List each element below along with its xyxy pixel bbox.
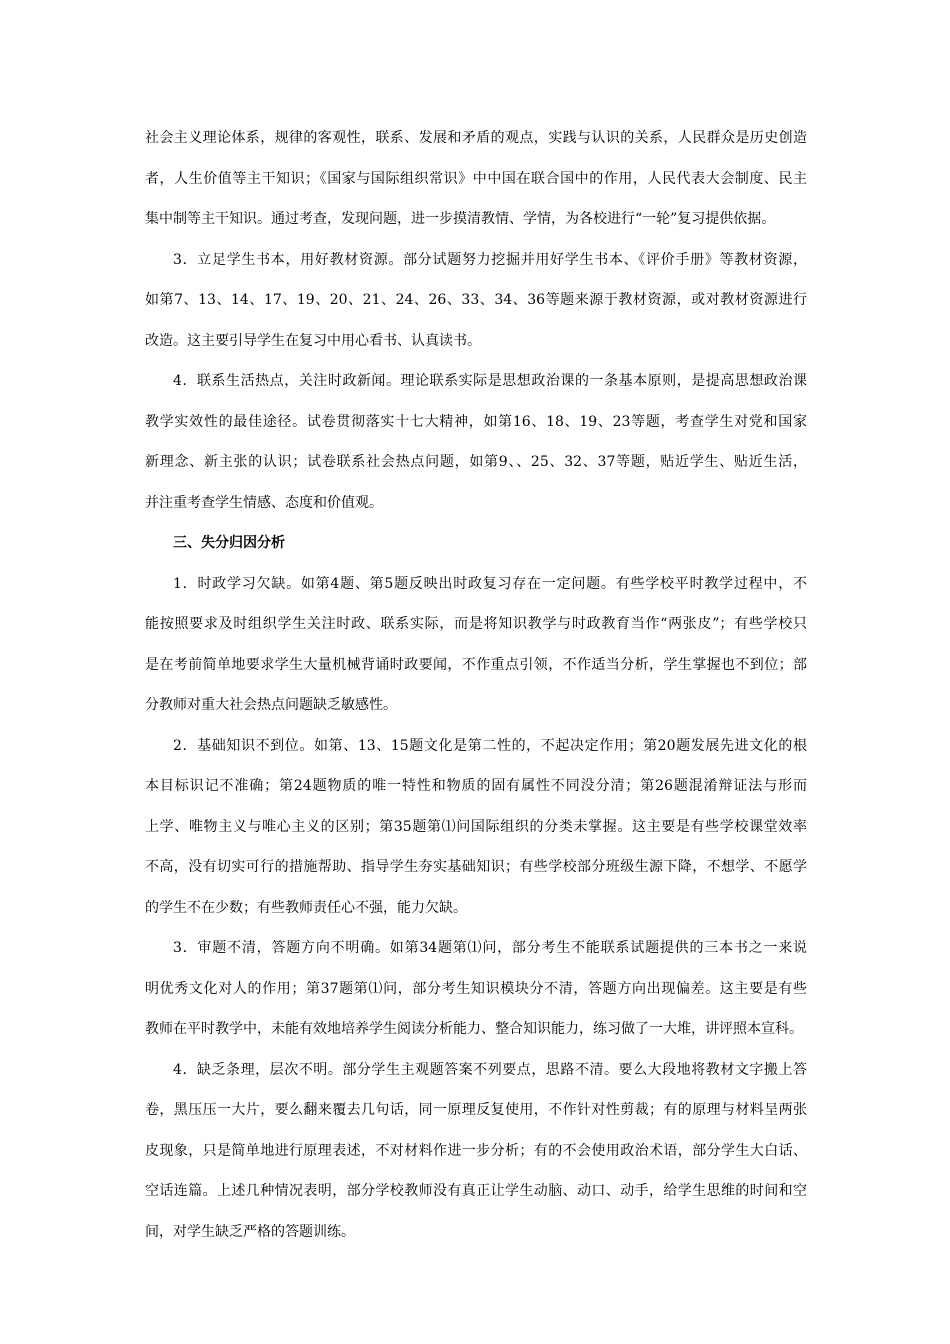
text-line: 本目标识记不准确；第24题物质的唯一特性和物质的固有属性不同没分清；第26题混淆辩证法与形而 <box>145 778 807 794</box>
text-line: 2．基础知识不到位。如第、13、15题文化是第二性的，不起决定作用；第20题发展先进文化的根 <box>173 737 807 754</box>
text-line: 集中制等主干知识。通过考查，发现问题，进一步摸清教情、学情，为各校进行“一轮”复习提供依据。 <box>145 211 776 227</box>
document-page <box>145 118 807 1252</box>
text-line: 教师在平时教学中，未能有效地培养学生阅读分析能力、整合知识能力，练习做了一大堆，讲评照本宣科。 <box>145 1021 803 1037</box>
paragraph <box>145 928 807 1050</box>
text-line: 的学生不在少数；有些教师责任心不强，能力欠缺。 <box>145 899 467 916</box>
text-line: 上学、唯物主义与唯心主义的区别；第35题第⑴问国际组织的分类未掌握。这主要是有些学校课堂效率 <box>145 818 807 835</box>
text-line: 3．审题不清，答题方向不明确。如第34题第⑴问，部分考生不能联系试题提供的三本书之一来说 <box>173 940 807 956</box>
paragraph <box>145 726 807 929</box>
paragraph <box>145 564 807 726</box>
text-line: 卷，黑压压一大片，要么翻来覆去几句话，同一原理反复使用，不作针对性剪裁；有的原理与材料呈两张 <box>145 1102 807 1118</box>
text-line: 新理念、新主张的认识；试卷联系社会热点问题，如第9、、25、32、37等题，贴近学生、贴近生活， <box>145 454 807 470</box>
text-line: 4．联系生活热点，关注时政新闻。理论联系实际是思想政治课的一条基本原则，是提高思想政治课 <box>173 373 807 389</box>
text-line: 明优秀文化对人的作用；第37题第⑴问，部分考生知识模块分不清，答题方向出现偏差。这主要是有些 <box>145 980 807 997</box>
text-line: 1．时政学习欠缺。如第4题、第5题反映出时政复习存在一定问题。有些学校平时教学过程中，不 <box>173 575 807 592</box>
text-line: 皮现象，只是简单地进行原理表述，不对材料作进一步分析；有的不会使用政治术语，部分学生大白话、 <box>145 1142 807 1159</box>
text-line: 是在考前简单地要求学生大量机械背诵时政要闻，不作重点引领，不作适当分析，学生掌握也不到位；部 <box>145 656 807 673</box>
text-line: 如第7、13、14、17、19、20、21、24、26、33、34、36等题来源于教材资源，或对教材资源进行 <box>145 292 807 308</box>
paragraph <box>145 240 807 362</box>
text-line: 间，对学生缺乏严格的答题训练。 <box>145 1223 355 1240</box>
text-line: 并注重考查学生情感、态度和价值观。 <box>145 494 383 511</box>
paragraph <box>145 118 807 240</box>
text-line: 空话连篇。上述几种情况表明，部分学校教师没有真正让学生动脑、动口、动手，给学生思维的时间和空 <box>145 1183 807 1199</box>
text-line: 教学实效性的最佳途径。试卷贯彻落实十七大精神，如第16、18、19、23等题，考查学生对党和国家 <box>145 413 807 430</box>
text-line: 分教师对重大社会热点问题缺乏敏感性。 <box>145 697 397 713</box>
text-line: 不高，没有切实可行的措施帮助、指导学生夯实基础知识；有些学校部分班级生源下降，不想学、不愿学 <box>145 859 807 875</box>
text-line: 社会主义理论体系，规律的客观性，联系、发展和矛盾的观点，实践与认识的关系，人民群众是历史创造 <box>145 130 807 146</box>
text-line: 者，人生价值等主干知识；《国家与国际组织常识》中中国在联合国中的作用，人民代表大会制度、民主 <box>145 170 807 187</box>
text-line: 3．立足学生书本，用好教材资源。部分试题努力挖掘并用好学生书本、《评价手册》等教材资源， <box>173 251 807 268</box>
paragraph <box>145 361 807 523</box>
text-line: 能按照要求及时组织学生关注时政、联系实际，而是将知识教学与时政教育当作“两张皮”；有些学校只 <box>145 616 807 632</box>
paragraph <box>145 1050 807 1253</box>
text-line: 4．缺乏条理，层次不明。部分学生主观题答案不列要点，思路不清。要么大段地将教材文字搬上答 <box>173 1061 807 1078</box>
text-line: 改造。这主要引导学生在复习中用心看书、认真读书。 <box>145 332 481 349</box>
section-heading: 三、失分归因分析 <box>173 535 285 551</box>
